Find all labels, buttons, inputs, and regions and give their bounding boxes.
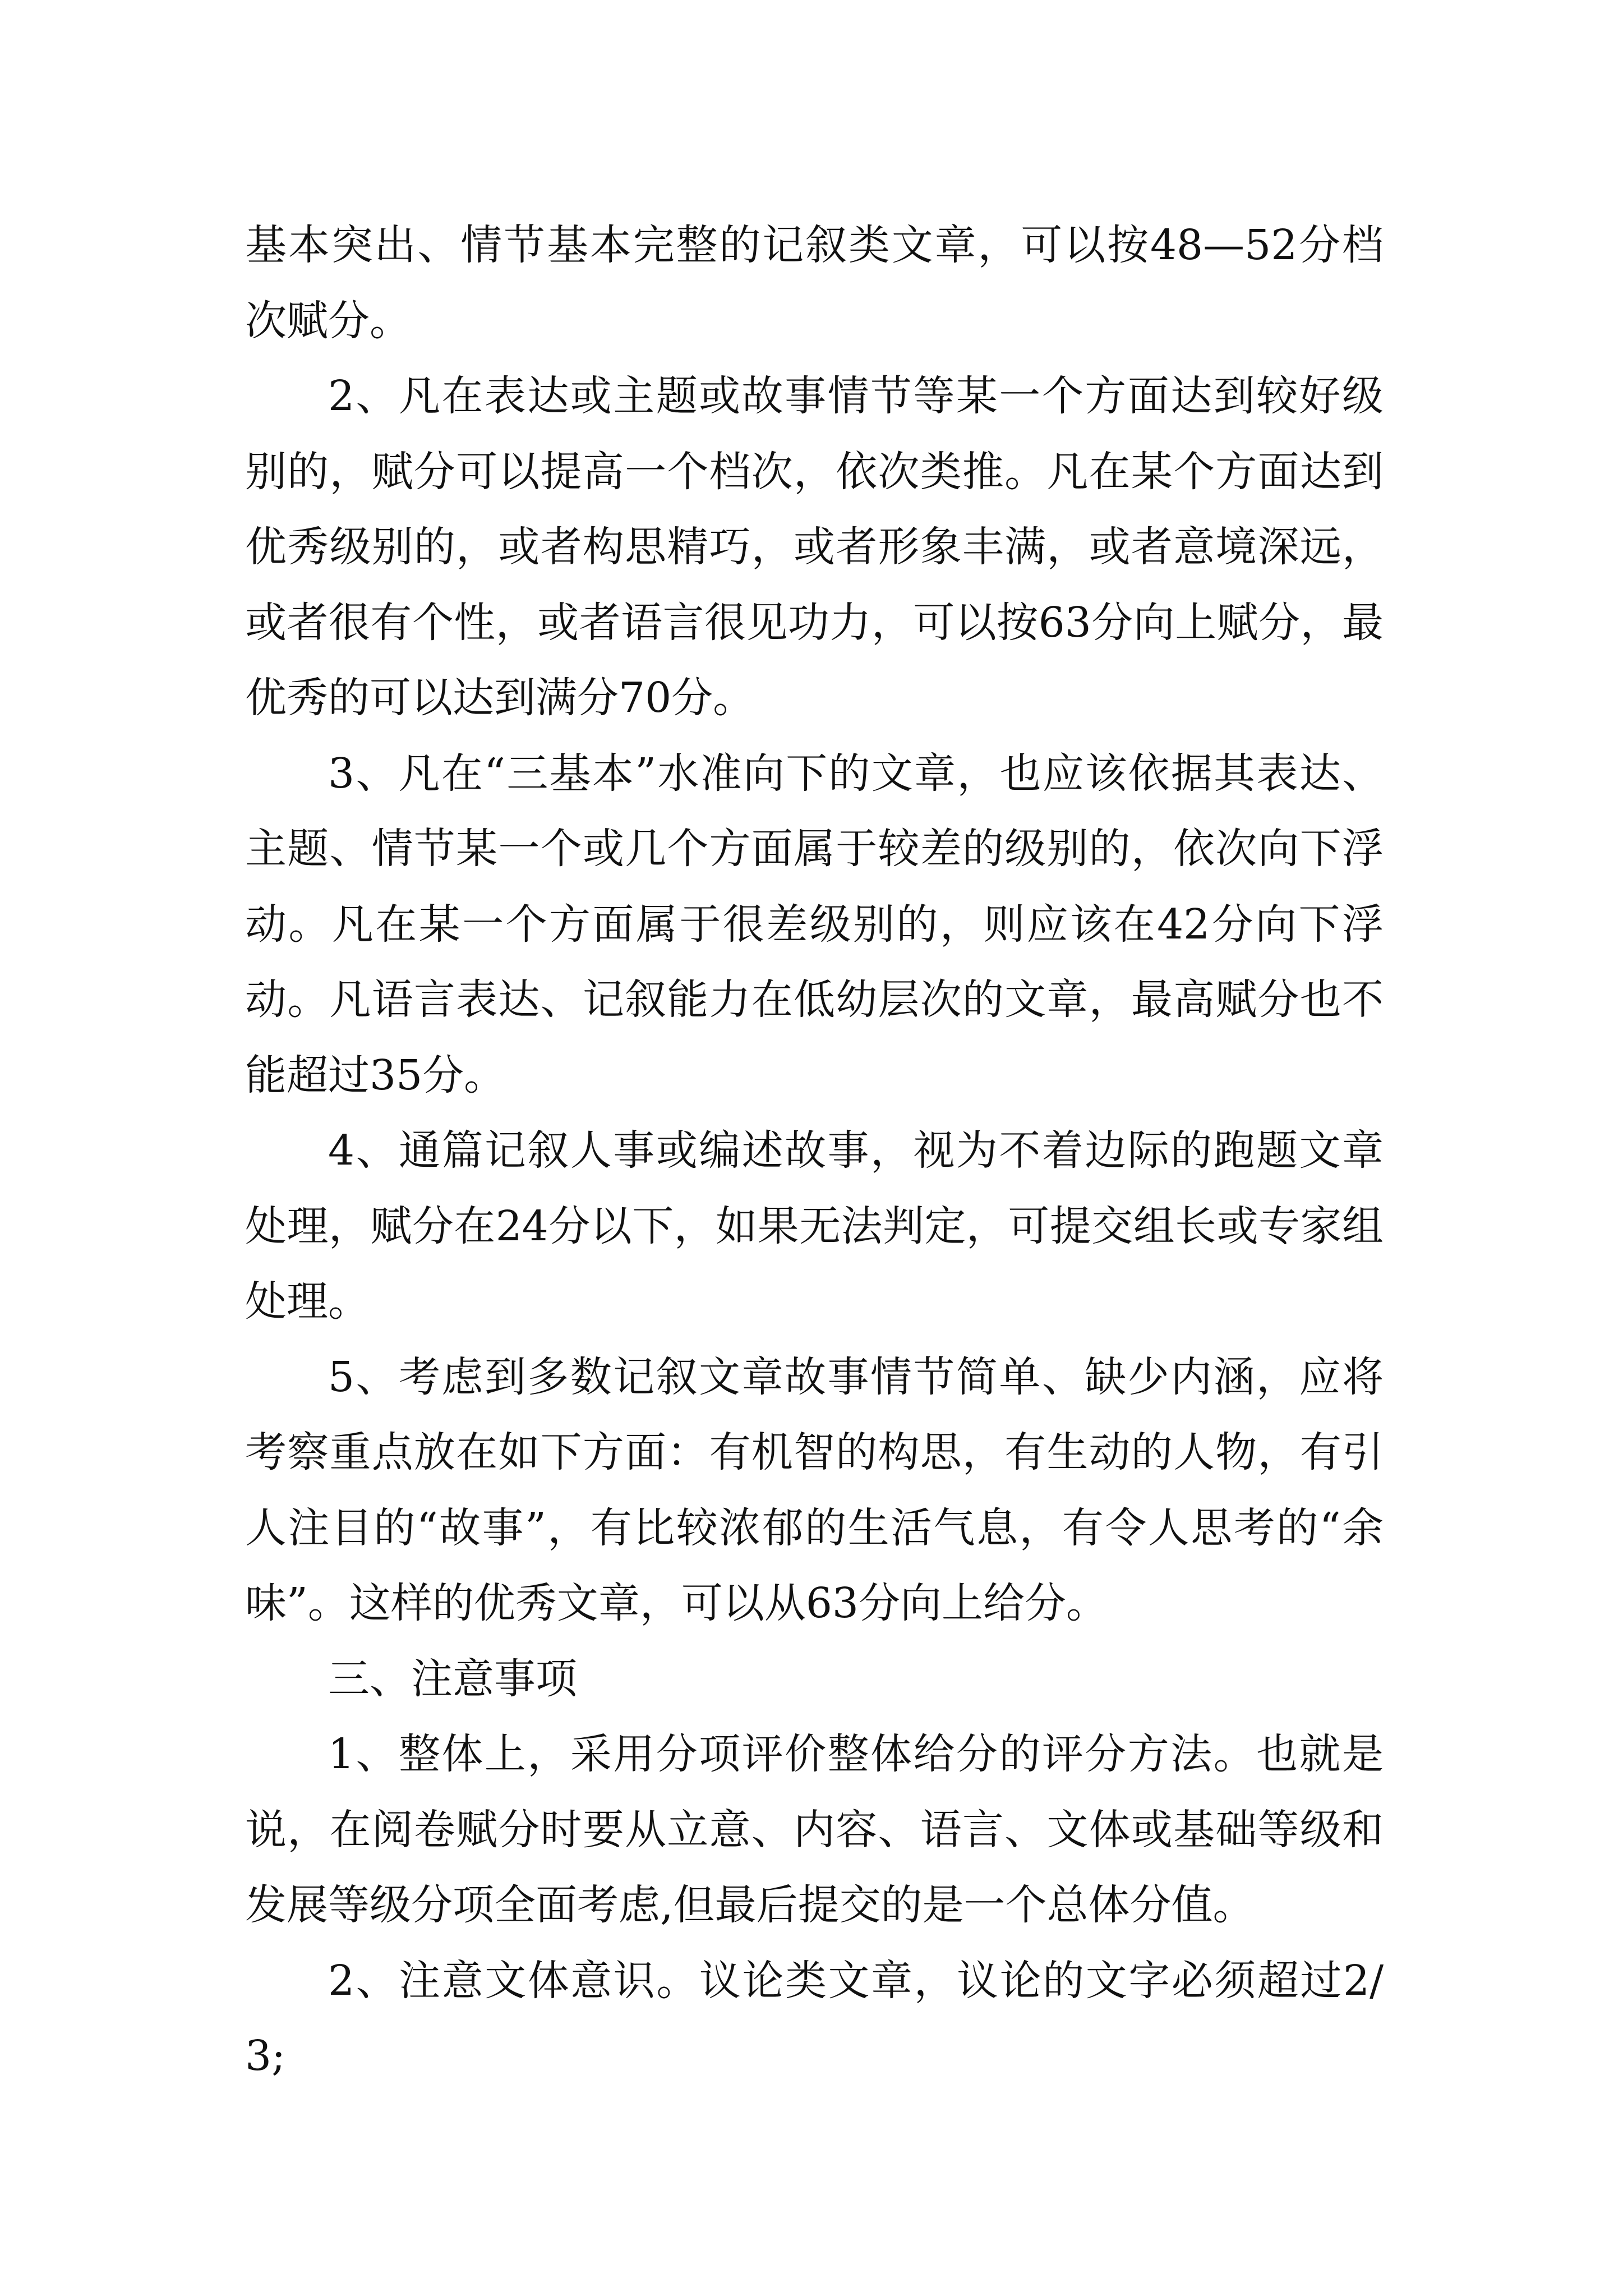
paragraph-item-2: 2、凡在表达或主题或故事情节等某一个方面达到较好级别的，赋分可以提高一个档次，依次类推。凡在某个方面达到优秀级别的，或者构思精巧，或者形象丰满，或者意境深远，或者很有个性，或者语言很见功力，可以按63分向上赋分，最优秀的可以达到满分70分。 <box>245 372 1384 722</box>
document-body <box>245 208 1384 2094</box>
paragraph-item-5: 5、考虑到多数记叙文章故事情节简单、缺少内涵，应将考察重点放在如下方面：有机智的构思，有生动的人物，有引人注目的“故事”，有比较浓郁的生活气息，有令人思考的“余味”。这样的优秀文章，可以从63分向上给分。 <box>245 1352 1384 1627</box>
paragraph-continuation: 基本突出、情节基本完整的记叙类文章，可以按48—52分档次赋分。 <box>245 221 1384 345</box>
paragraph-note-2: 2、注意文体意识。议论类文章，议论的文字必须超过2/3; <box>245 1956 1384 2080</box>
paragraph-note-1: 1、整体上，采用分项评价整体给分的评分方法。也就是说，在阅卷赋分时要从立意、内容、语言、文体或基础等级和发展等级分项全面考虑,但最后提交的是一个总体分值。 <box>245 1730 1384 1929</box>
paragraph-item-4: 4、通篇记叙人事或编述故事，视为不着边际的跑题文章处理，赋分在24分以下，如果无法判定，可提交组长或专家组处理。 <box>245 1126 1384 1326</box>
section-heading-notes: 三、注意事项 <box>328 1654 577 1703</box>
paragraph-item-3: 3、凡在“三基本”水准向下的文章，也应该依据其表达、主题、情节某一个或几个方面属于较差的级别的，依次向下浮动。凡在某一个方面属于很差级别的，则应该在42分向下浮动。凡语言表达、记叙能力在低幼层次的文章，最高赋分也不能超过35分。 <box>245 749 1384 1099</box>
